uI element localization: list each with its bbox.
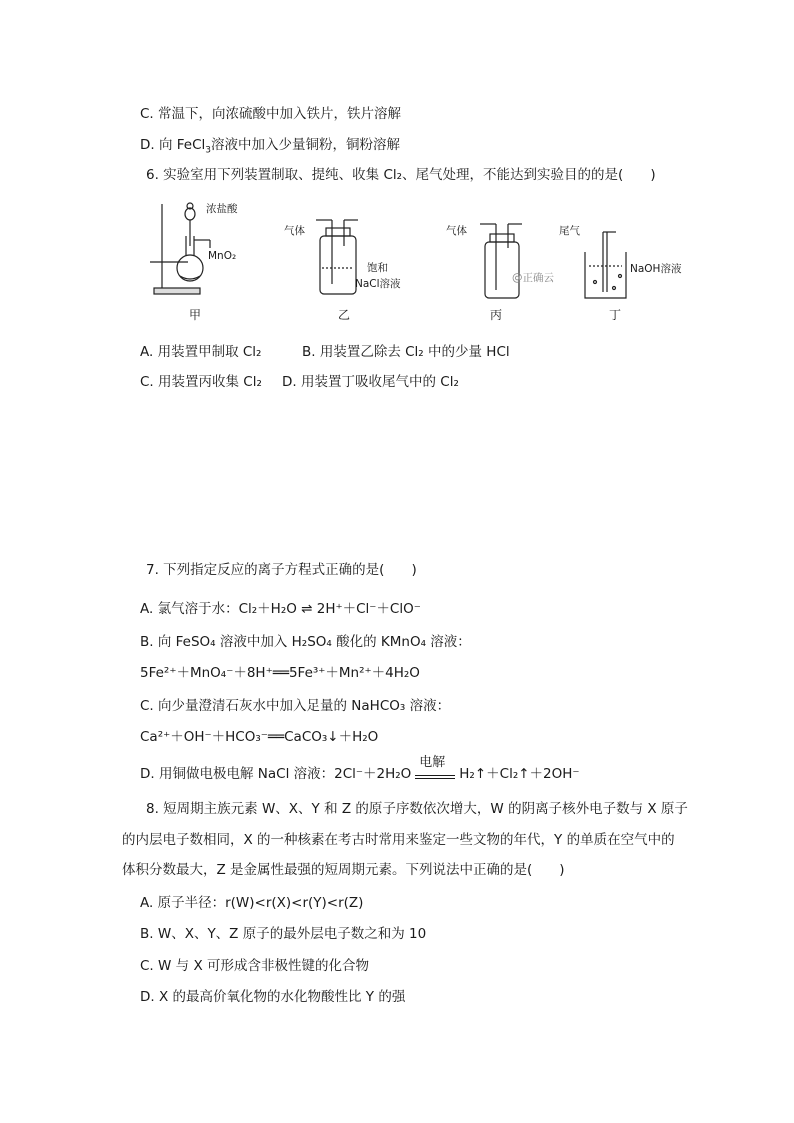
watermark-text: @正确云	[512, 272, 554, 284]
label-naoh-solution: NaOH溶液	[630, 263, 682, 275]
q7-stem: 7. 下列指定反应的离子方程式正确的是( )	[146, 562, 417, 578]
q6-option-c: C. 用装置丙收集 Cl₂	[140, 374, 262, 390]
label-mno2: MnO₂	[208, 250, 237, 262]
q8-stem-line3: 体积分数最大，Z 是金属性最强的短周期元素。下列说法中正确的是( )	[122, 862, 565, 878]
caption-bing: 丙	[489, 308, 502, 322]
q8-stem-line2: 的内层电子数相同，X 的一种核素在考古时常用来鉴定一些文物的年代，Y 的单质在空气中的	[122, 832, 675, 848]
label-gas-bing: 气体	[446, 225, 467, 237]
q7-option-a: A. 氯气溶于水：Cl₂＋H₂O ⇌ 2H⁺＋Cl⁻＋ClO⁻	[140, 601, 421, 617]
q8-option-a: A. 原子半径：r(W)<r(X)<r(Y)<r(Z)	[140, 895, 364, 911]
q6-option-b: B. 用装置乙除去 Cl₂ 中的少量 HCl	[302, 344, 510, 360]
q8-option-b: B. W、X、Y、Z 原子的最外层电子数之和为 10	[140, 926, 427, 942]
q6-option-a: A. 用装置甲制取 Cl₂	[140, 344, 262, 360]
q7-option-b-equation: 5Fe²⁺＋MnO₄⁻＋8H⁺══5Fe³⁺＋Mn²⁺＋4H₂O	[140, 665, 420, 681]
apparatus-ding	[585, 232, 626, 298]
q6-option-d: D. 用装置丁吸收尾气中的 Cl₂	[282, 374, 459, 390]
q7-option-d: D. 用铜做电极电解 NaCl 溶液：2Cl⁻＋2H₂O 电解 H₂↑＋Cl₂↑＋2OH⁻	[140, 755, 580, 782]
q5-option-d: D. 向 FeCl$_3$溶液中加入少量铜粉，铜粉溶解	[140, 137, 401, 156]
q7-option-b: B. 向 FeSO₄ 溶液中加入 H₂SO₄ 酸化的 KMnO₄ 溶液：	[140, 634, 471, 650]
apparatus-bing	[480, 224, 522, 298]
q8-option-c: C. W 与 X 可形成含非极性键的化合物	[140, 958, 369, 974]
q6-stem: 6. 实验室用下列装置制取、提纯、收集 Cl₂、尾气处理，不能达到实验目的的是( )	[146, 167, 656, 183]
label-gas-yi: 气体	[284, 225, 305, 237]
caption-jia: 甲	[188, 308, 201, 322]
apparatus-yi	[316, 220, 358, 294]
q5-option-c: C. 常温下，向浓硫酸中加入铁片，铁片溶解	[140, 106, 402, 122]
label-saturated: 饱和	[367, 262, 388, 274]
label-nacl-solution: NaCl溶液	[355, 278, 401, 290]
caption-yi: 乙	[337, 308, 350, 322]
electrolysis-condition: 电解	[415, 765, 455, 783]
q7-option-c-equation: Ca²⁺＋OH⁻＋HCO₃⁻══CaCO₃↓＋H₂O	[140, 729, 379, 745]
q8-stem-line1: 8. 短周期主族元素 W、X、Y 和 Z 的原子序数依次增大，W 的阴离子核外电子数与 X 原子	[146, 801, 688, 817]
apparatus-jia	[150, 203, 210, 294]
q8-option-d: D. X 的最高价氧化物的水化物酸性比 Y 的强	[140, 989, 406, 1005]
label-tail-gas: 尾气	[559, 225, 580, 237]
label-conc-hcl: 浓盐酸	[206, 203, 238, 215]
caption-ding: 丁	[608, 308, 621, 322]
q7-option-c: C. 向少量澄清石灰水中加入足量的 NaHCO₃ 溶液：	[140, 698, 451, 714]
